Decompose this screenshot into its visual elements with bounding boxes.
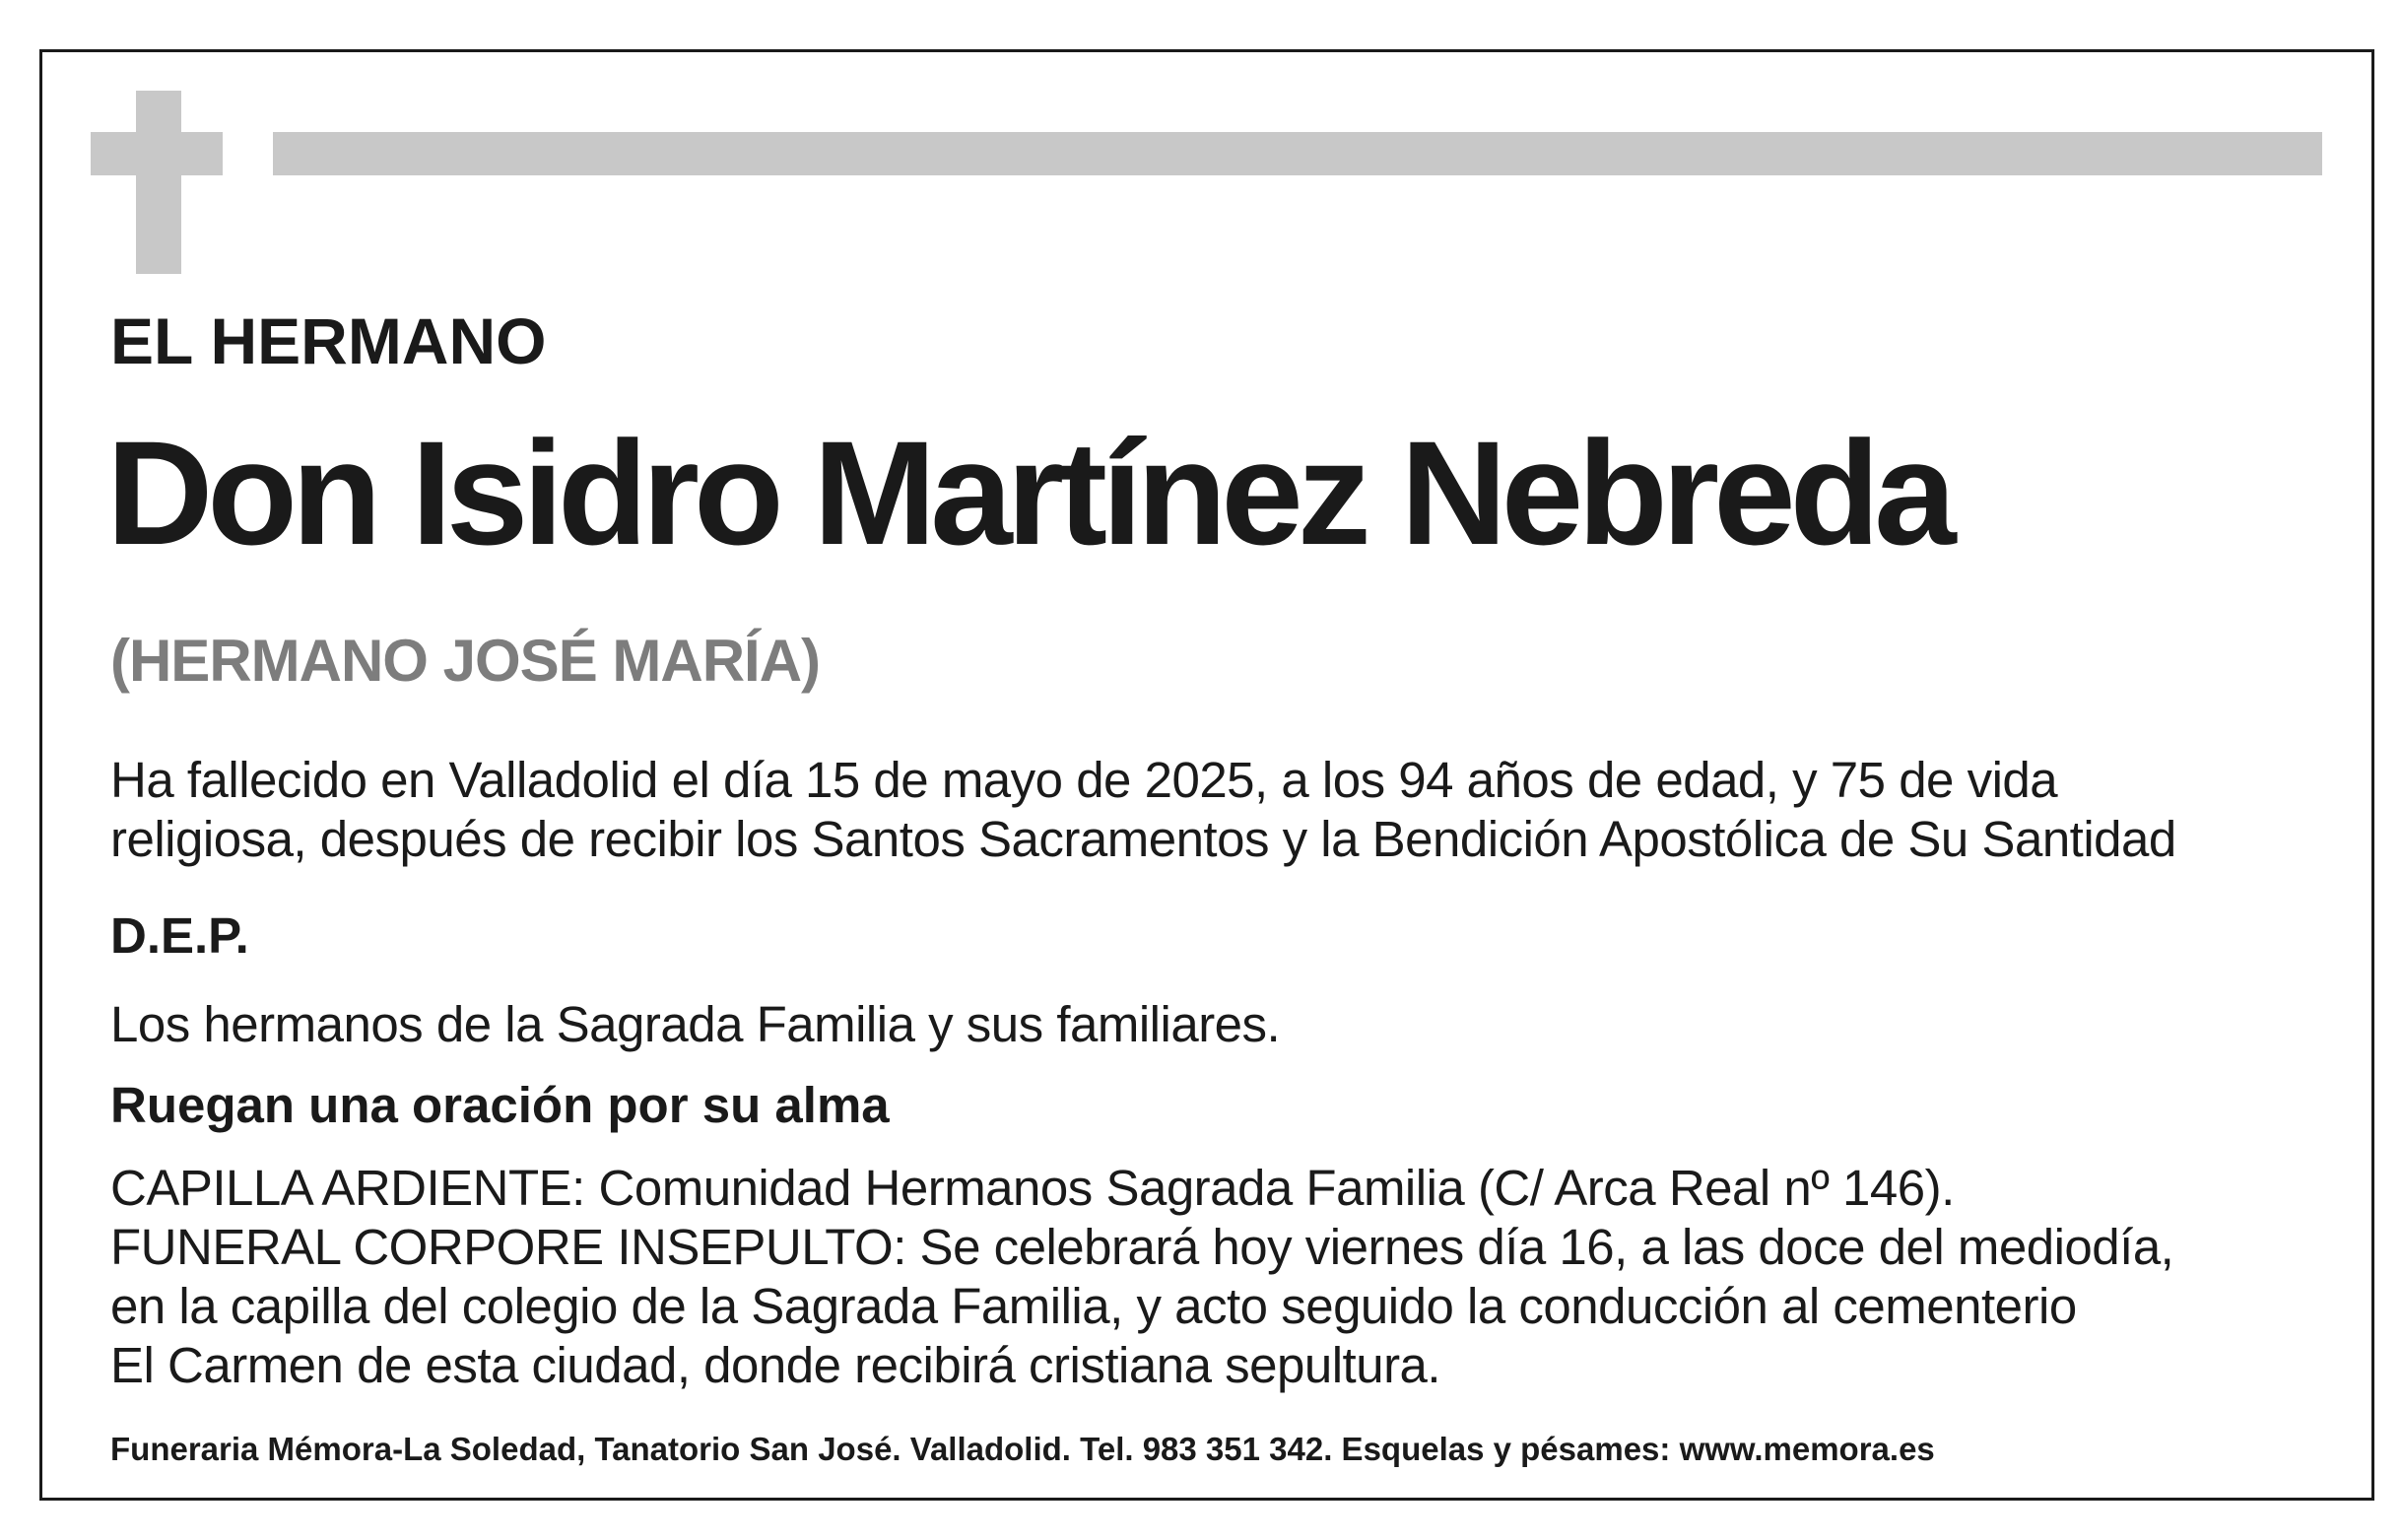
death-line: Ha fallecido en Valladolid el día 15 de mayo de 2025, a los 94 años de edad, y 75 de vida bbox=[110, 752, 2058, 808]
mourners-text: Los hermanos de la Sagrada Familia y sus familiares. bbox=[110, 996, 1281, 1052]
kinship-label: EL HERMANO bbox=[110, 304, 547, 377]
prayer-request: Ruegan una oración por su alma bbox=[110, 1077, 890, 1133]
mourners-line bbox=[110, 995, 1280, 1054]
religious-name: (HERMANO JOSÉ MARÍA) bbox=[110, 628, 821, 694]
funeral-home-footer: Funeraria Mémora-La Soledad, Tanatorio San José. Valladolid. Tel. 983 351 342. Esquelas y pésames: www.memora.es bbox=[110, 1431, 1935, 1467]
service-paragraph bbox=[110, 1159, 2173, 1395]
death-line: religiosa, después de recibir los Santos Sacramentos y la Bendición Apostólica de Su Santidad bbox=[110, 811, 2176, 867]
service-line: CAPILLA ARDIENTE: Comunidad Hermanos Sagrada Familia (C/ Arca Real nº 146). bbox=[110, 1160, 1955, 1216]
service-line: FUNERAL CORPORE INSEPULTO: Se celebrará hoy viernes día 16, a las doce del mediodía, bbox=[110, 1219, 2174, 1275]
cross-icon-arm bbox=[91, 132, 223, 175]
service-line: en la capilla del colegio de la Sagrada Familia, y acto seguido la conducción al cementerio bbox=[110, 1278, 2077, 1334]
death-paragraph bbox=[110, 751, 2176, 869]
service-line: El Carmen de esta ciudad, donde recibirá cristiana sepultura. bbox=[110, 1337, 1441, 1393]
cross-icon bbox=[136, 91, 181, 274]
header-bar bbox=[273, 132, 2322, 175]
deceased-name: Don Isidro Martínez Nebreda bbox=[106, 410, 1951, 575]
rip-label: D.E.P. bbox=[110, 907, 249, 964]
